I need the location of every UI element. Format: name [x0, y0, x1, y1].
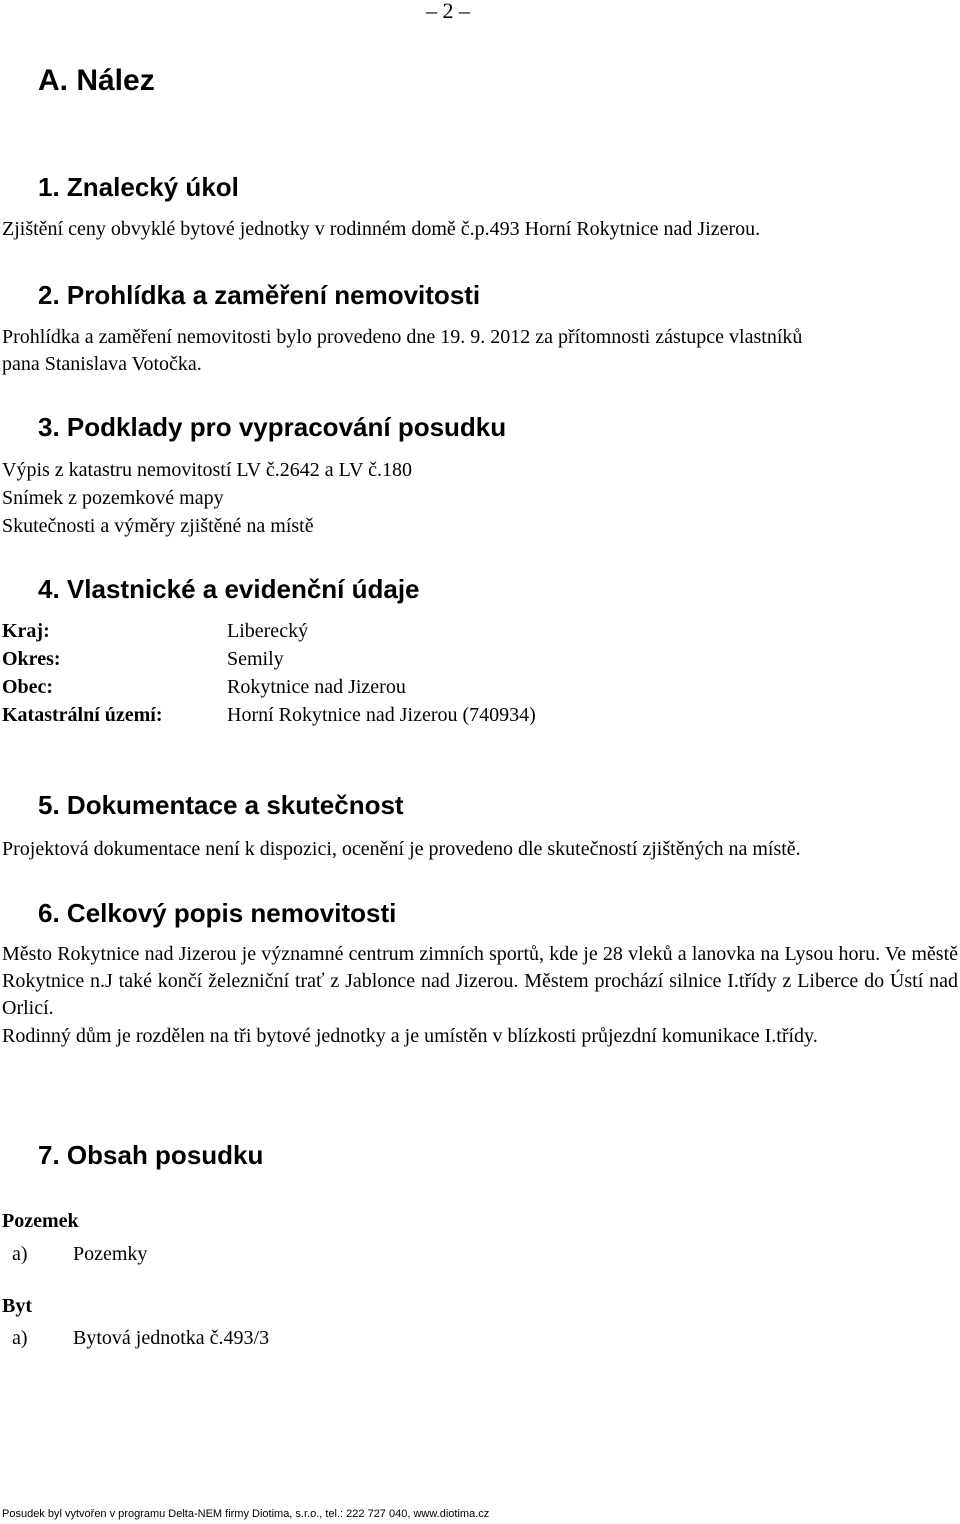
heading-text: Celkový popis nemovitosti — [66, 898, 397, 928]
page-footer: Posudek byl vytvořen v programu Delta-NEM firmy Diotima, s.r.o., tel.: 222 727 040, www.diotima.cz — [2, 1508, 490, 1520]
page-number: – 2 – — [426, 0, 470, 23]
field-value-obec: Rokytnice nad Jizerou — [227, 676, 406, 698]
inspection-text-line1: Prohlídka a zaměření nemovitosti bylo provedeno dne 19. 9. 2012 za přítomnosti zástupce vlastníků — [2, 326, 803, 348]
heading-text: Dokumentace a skutečnost — [66, 790, 404, 820]
list-item-text: Bytová jednotka č.493/3 — [73, 1327, 270, 1349]
field-value-kraj: Liberecký — [227, 620, 309, 642]
source-item: Výpis z katastru nemovitostí LV č.2642 a LV č.180 — [2, 459, 412, 481]
inspection-text-line2: pana Stanislava Votočka. — [2, 353, 202, 375]
task-text: Zjištění ceny obvyklé bytové jednotky v rodinném domě č.p.493 Horní Rokytnice nad Jizerou. — [2, 218, 761, 240]
field-label-katastralni-uzemi: Katastrální území: — [2, 704, 163, 726]
list-item-text: Pozemky — [73, 1243, 148, 1265]
heading-number: 7. — [38, 1140, 60, 1170]
content-group-heading: Byt — [2, 1295, 32, 1317]
source-item: Snímek z pozemkové mapy — [2, 487, 224, 509]
heading-dokumentace — [38, 790, 404, 821]
list-item-marker: a) — [12, 1327, 28, 1349]
heading-number: 5. — [38, 790, 60, 820]
heading-number: 6. — [38, 898, 60, 928]
heading-text: Znalecký úkol — [66, 172, 239, 202]
heading-prohlidka — [38, 280, 480, 311]
field-label-obec: Obec: — [2, 676, 54, 698]
heading-vlastnicke-udaje — [38, 574, 420, 605]
heading-number: 2. — [38, 280, 60, 310]
source-item: Skutečnosti a výměry zjištěné na místě — [2, 515, 314, 537]
description-paragraph: Město Rokytnice nad Jizerou je významné centrum zimních sportů, kde je 28 vleků a lanovka na Lysou horu. Ve městě Rokytnice n.J také končí železniční trať z Jablonce nad Jizerou. Městem prochází silnice I.třídy z Liberce do Ústí nad Orlicí. — [2, 943, 958, 1019]
heading-znalecky-ukol — [38, 172, 239, 203]
content-group-heading: Pozemek — [2, 1210, 79, 1232]
field-value-katastralni-uzemi: Horní Rokytnice nad Jizerou (740934) — [227, 704, 536, 726]
heading-text: Vlastnické a evidenční údaje — [66, 574, 420, 604]
field-label-okres: Okres: — [2, 648, 61, 670]
heading-text: Podklady pro vypracování posudku — [66, 412, 507, 442]
heading-text: Obsah posudku — [66, 1140, 264, 1170]
heading-number: 4. — [38, 574, 60, 604]
section-title: A. Nález — [38, 64, 155, 97]
heading-obsah-posudku — [38, 1140, 263, 1171]
heading-celkovy-popis — [38, 898, 396, 929]
field-label-kraj: Kraj: — [2, 620, 50, 642]
field-value-okres: Semily — [227, 648, 284, 670]
heading-podklady — [38, 412, 506, 443]
documentation-text: Projektová dokumentace není k dispozici, ocenění je provedeno dle skutečností zjištěných na místě. — [2, 838, 801, 860]
description-paragraph: Rodinný dům je rozdělen na tři bytové jednotky a je umístěn v blízkosti průjezdní komunikace I.třídy. — [2, 1025, 818, 1047]
heading-number: 3. — [38, 412, 60, 442]
heading-text: Prohlídka a zaměření nemovitosti — [66, 280, 481, 310]
list-item-marker: a) — [12, 1243, 28, 1265]
heading-number: 1. — [38, 172, 60, 202]
